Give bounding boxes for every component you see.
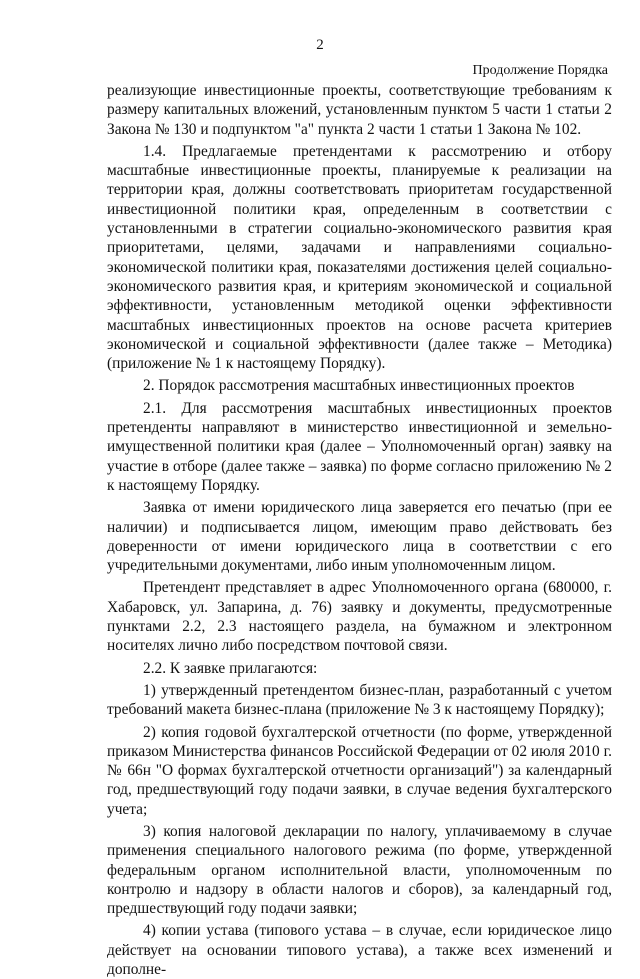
section-heading-2: 2. Порядок рассмотрения масштабных инвестиционных проектов — [143, 377, 575, 395]
paragraph-2-1: 2.1. Для рассмотрения масштабных инвестиционных проектов претенденты направляют в министерство инвестиционной и земельно-имущественной политики края (далее – Уполномоченный орган) заявку на участие в отборе (далее также – заявка) по форме согласно приложению № 2 к настоящему Порядку. — [107, 399, 612, 494]
list-item-1: 1) утвержденный претендентом бизнес-план, разработанный с учетом требований макета бизнес-плана (приложение № 3 к настоящему Порядку); — [107, 681, 612, 719]
list-item-4: 4) копии устава (типового устава – в случае, если юридическое лицо действует на основании типового устава), а также всех изменений и дополне- — [107, 922, 612, 979]
document-body — [107, 81, 612, 979]
paragraph-submission: Претендент представляет в адрес Уполномоченного органа (680000, г. Хабаровск, ул. Запарина, д. 76) заявку и документы, предусмотренные пунктами 2.2, 2.3 настоящего раздела, на бумажном и электронном носителях лично либо посредством почтовой связи. — [107, 579, 612, 655]
paragraph-signature: Заявка от имени юридического лица заверяется его печатью (при ее наличии) и подписывается лицом, имеющим право действовать без доверенности от имени юридического лица в соответствии с его учредительными документами, либо иным уполномоченным лицом. — [107, 499, 612, 575]
list-item-2: 2) копия годовой бухгалтерской отчетности (по форме, утвержденной приказом Министерства финансов Российской Федерации от 02 июля 2010 г. № 66н "О формах бухгалтерской отчетности организаций") за календарный год, предшествующий году подачи заявки, в случае ведения бухгалтерского учета; — [107, 723, 612, 818]
page-number: 2 — [316, 37, 324, 53]
list-item-3: 3) копия налоговой декларации по налогу, уплачиваемому в случае применения специального налогового режима (по форме, утвержденной федеральным органом исполнительной власти, уполномоченным по контролю и надзору в области налогов и сборов), за календарный год, предшествующий году подачи заявки; — [107, 822, 612, 918]
paragraph-2-2: 2.2. К заявке прилагаются: — [143, 659, 318, 677]
paragraph-continuation: реализующие инвестиционные проекты, соответствующие требованиям к размеру капитальных вложений, установленным пунктом 5 части 1 статьи 2 Закона № 130 и подпунктом "а" пункта 2 части 1 статьи 1 Закона № 102. — [107, 82, 612, 138]
paragraph-1-4: 1.4. Предлагаемые претендентами к рассмотрению и отбору масштабные инвестиционные проекты, планируемые к реализации на территории края, должны соответствовать приоритетам государственной инвестиционной политики края, определенным в соответствии с установленными в стратегии социально-экономического развития края приоритетами, целями, задачами и направлениями социально-экономической политики края, показателями достижения целей социально-экономического развития края, и критериям экономической и социальной эффективности, установленным методикой оценки эффективности масштабных инвестиционных проектов на основе расчета критериев экономической и социальной эффективности (далее также – Методика) (приложение № 1 к настоящему Порядку). — [107, 142, 612, 373]
continuation-label: Продолжение Порядка — [472, 63, 608, 78]
